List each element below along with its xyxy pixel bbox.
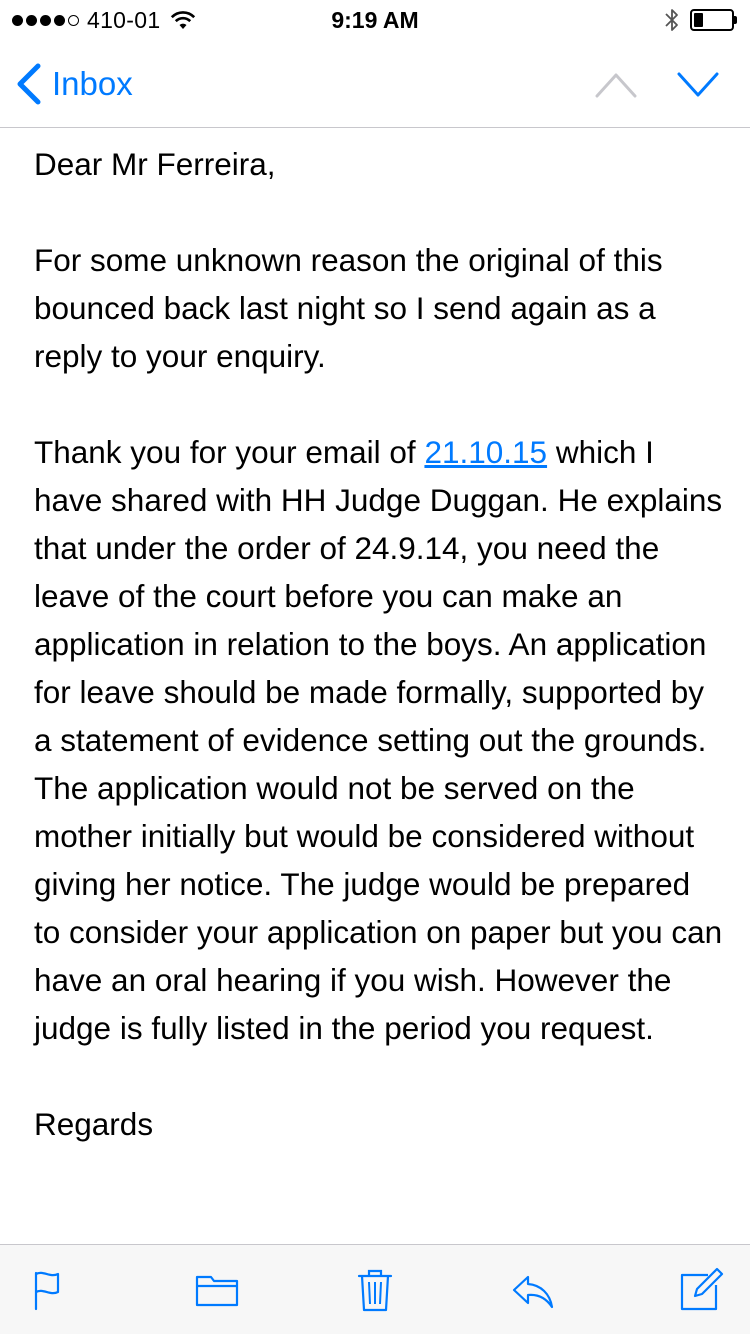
bluetooth-icon: [664, 8, 680, 32]
reply-icon: [510, 1267, 556, 1313]
trash-icon: [352, 1267, 398, 1313]
chevron-left-icon: [14, 62, 42, 106]
chevron-down-icon[interactable]: [676, 66, 720, 102]
email-body: [0, 128, 750, 1244]
trash-button[interactable]: [350, 1265, 400, 1315]
email-paragraph: For some unknown reason the original of this bounced back last night so I send again as a reply to your enquiry.: [34, 242, 663, 374]
folder-icon: [194, 1267, 240, 1313]
chevron-up-icon[interactable]: [594, 66, 638, 102]
back-to-inbox-button[interactable]: [14, 60, 133, 108]
battery-icon: [690, 9, 740, 31]
move-to-folder-button[interactable]: [192, 1265, 242, 1315]
flag-icon: [26, 1267, 72, 1313]
email-greeting: Dear Mr Ferreira,: [34, 146, 276, 182]
email-paragraph-main: [34, 428, 724, 1052]
reply-button[interactable]: [508, 1265, 558, 1315]
flag-button[interactable]: [24, 1265, 74, 1315]
battery-level: [694, 13, 703, 27]
back-label: Inbox: [52, 65, 133, 102]
status-time: 9:19 AM: [331, 7, 419, 33]
compose-icon: [678, 1267, 724, 1313]
status-right: [664, 7, 740, 33]
status-bar: [0, 0, 750, 40]
paragraph-text-continued: which I have shared with HH Judge Duggan. He explains that under the order of 24.9.14, you need the leave of the court before you can make an application in relation to the boys. An application for leave should be made formally, supported by a statement of evidence setting out the grounds. The application would not be served on the mother initially but would be considered without giving her notice. The judge would be prepared to consider your application on paper but you can have an oral hearing if you wish. However the judge is fully listed in the period you request.: [34, 434, 723, 1046]
paragraph-text: Thank you for your email of: [34, 434, 425, 470]
carrier-name: 410-01: [87, 6, 161, 33]
email-closing: Regards: [34, 1106, 154, 1142]
navigation-bar: [0, 40, 750, 128]
compose-button[interactable]: [676, 1265, 726, 1315]
date-link[interactable]: 21.10.15: [424, 434, 548, 470]
bottom-toolbar: [0, 1244, 750, 1334]
